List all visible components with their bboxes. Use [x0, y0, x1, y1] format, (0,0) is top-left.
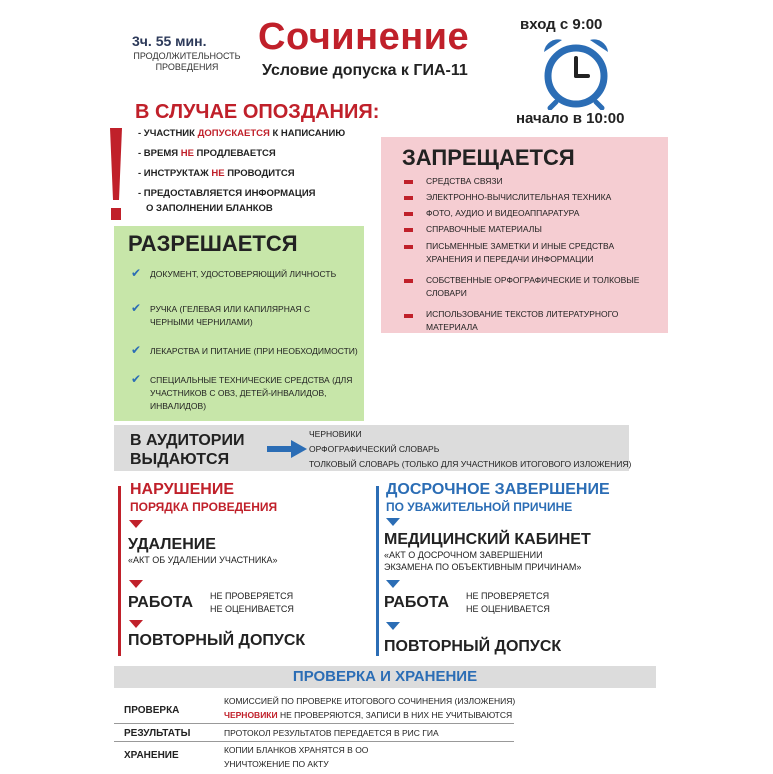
check-icon: ✔: [131, 372, 142, 386]
bullet-icon: [404, 279, 413, 283]
forbidden-title: ЗАПРЕЩАЕТСЯ: [402, 145, 575, 170]
early-title: ДОСРОЧНОЕ ЗАВЕРШЕНИЕ: [386, 481, 610, 498]
check-icon: ✔: [131, 301, 142, 315]
page-title: Сочинение: [258, 16, 470, 58]
work-title: РАБОТА: [384, 594, 450, 611]
late-item: - ПРЕДОСТАВЛЯЕТСЯ ИНФОРМАЦИЯ: [138, 188, 316, 199]
triangle-down-icon: [386, 622, 400, 630]
page-subtitle: Условие допуска к ГИА-11: [262, 62, 468, 79]
allowed-item: ДОКУМЕНТ, УДОСТОВЕРЯЮЩИЙ ЛИЧНОСТЬ: [150, 269, 337, 279]
work-note: НЕ ОЦЕНИВАЕТСЯ: [466, 604, 550, 614]
triangle-down-icon: [129, 580, 143, 588]
entry-time: вход с 9:00: [520, 16, 603, 33]
row-label-check: ПРОВЕРКА: [124, 705, 180, 716]
auditorium-item: ЧЕРНОВИКИ: [309, 429, 362, 439]
row-text: ЧЕРНОВИКИ НЕ ПРОВЕРЯЮТСЯ, ЗАПИСИ В НИХ НЕ УЧИТЫВАЮТСЯ: [224, 710, 513, 720]
auditorium-item: ТОЛКОВЫЙ СЛОВАРЬ (ТОЛЬКО ДЛЯ УЧАСТНИКОВ ИТОГОВОГО ИЗЛОЖЕНИЯ): [309, 459, 632, 469]
early-divider: [376, 486, 379, 656]
forbidden-item: СПРАВОЧНЫЕ МАТЕРИАЛЫ: [426, 224, 542, 234]
row-text: КОМИССИЕЙ ПО ПРОВЕРКЕ ИТОГОВОГО СОЧИНЕНИЯ (ИЗЛОЖЕНИЯ): [224, 696, 516, 706]
work-note: НЕ ПРОВЕРЯЕТСЯ: [466, 591, 550, 601]
readmission-title: ПОВТОРНЫЙ ДОПУСК: [384, 638, 562, 655]
forbidden-item: ПИСЬМЕННЫЕ ЗАМЕТКИ И ИНЫЕ СРЕДСТВА ХРАНЕНИЯ И ПЕРЕДАЧИ ИНФОРМАЦИИ: [426, 241, 615, 264]
late-item: - УЧАСТНИК ДОПУСКАЕТСЯ К НАПИСАНИЮ: [138, 128, 346, 139]
early-subtitle: ПО УВАЖИТЕЛЬНОЙ ПРИЧИНЕ: [386, 500, 573, 514]
readmission-title: ПОВТОРНЫЙ ДОПУСК: [128, 632, 306, 649]
triangle-down-icon: [129, 620, 143, 628]
duration-label: ПРОДОЛЖИТЕЛЬНОСТЬ ПРОВЕДЕНИЯ: [133, 51, 241, 72]
removal-note: «АКТ ОБ УДАЛЕНИИ УЧАСТНИКА»: [128, 555, 278, 565]
work-title: РАБОТА: [128, 594, 194, 611]
start-time: начало в 10:00: [516, 110, 625, 127]
allowed-item: РУЧКА (ГЕЛЕВАЯ ИЛИ КАПИЛЯРНАЯ С ЧЕРНЫМИ ЧЕРНИЛАМИ): [150, 304, 311, 327]
late-item: О ЗАПОЛНЕНИИ БЛАНКОВ: [146, 203, 273, 214]
row-text: ПРОТОКОЛ РЕЗУЛЬТАТОВ ПЕРЕДАЕТСЯ В РИС ГИА: [224, 728, 439, 738]
forbidden-item: СОБСТВЕННЫЕ ОРФОГРАФИЧЕСКИЕ И ТОЛКОВЫЕ СЛОВАРИ: [426, 275, 640, 298]
row-text: УНИЧТОЖЕНИЕ ПО АКТУ: [224, 759, 329, 769]
bullet-icon: [404, 180, 413, 184]
work-note: НЕ ПРОВЕРЯЕТСЯ: [210, 591, 294, 601]
triangle-down-icon: [129, 520, 143, 528]
medical-note: «АКТ О ДОСРОЧНОМ ЗАВЕРШЕНИИ: [384, 550, 543, 560]
check-store-title: ПРОВЕРКА И ХРАНЕНИЕ: [292, 668, 478, 685]
bullet-icon: [404, 228, 413, 232]
forbidden-item: ЭЛЕКТРОННО-ВЫЧИСЛИТЕЛЬНАЯ ТЕХНИКА: [426, 192, 612, 202]
row-text: КОПИИ БЛАНКОВ ХРАНЯТСЯ В ОО: [224, 745, 369, 755]
row-divider: [114, 723, 514, 724]
medical-note: ЭКЗАМЕНА ПО ОБЪЕКТИВНЫМ ПРИЧИНАМ»: [384, 562, 582, 572]
arrow-right-icon: [267, 440, 307, 458]
bullet-icon: [404, 196, 413, 200]
allowed-item: СПЕЦИАЛЬНЫЕ ТЕХНИЧЕСКИЕ СРЕДСТВА (ДЛЯ УЧАСТНИКОВ С ОВЗ, ДЕТЕЙ-ИНВАЛИДОВ, ИНВАЛИДОВ): [150, 375, 353, 411]
late-item: - ВРЕМЯ НЕ ПРОДЛЕВАЕТСЯ: [138, 148, 276, 159]
check-icon: ✔: [131, 266, 142, 280]
allowed-item: ЛЕКАРСТВА И ПИТАНИЕ (ПРИ НЕОБХОДИМОСТИ): [150, 346, 358, 356]
late-item: - ИНСТРУКТАЖ НЕ ПРОВОДИТСЯ: [138, 168, 295, 179]
bullet-icon: [404, 245, 413, 249]
bullet-icon: [404, 314, 413, 318]
row-divider: [114, 741, 514, 742]
auditorium-item: ОРФОГРАФИЧЕСКИЙ СЛОВАРЬ: [309, 444, 440, 454]
auditorium-title: В АУДИТОРИИ ВЫДАЮТСЯ: [130, 432, 245, 468]
triangle-down-icon: [386, 518, 400, 526]
allowed-title: РАЗРЕШАЕТСЯ: [128, 231, 298, 256]
check-icon: ✔: [131, 343, 142, 357]
violation-subtitle: ПОРЯДКА ПРОВЕДЕНИЯ: [130, 500, 278, 514]
triangle-down-icon: [386, 580, 400, 588]
forbidden-item: ИСПОЛЬЗОВАНИЕ ТЕКСТОВ ЛИТЕРАТУРНОГО МАТЕРИАЛА: [426, 309, 619, 332]
exclamation-icon: [108, 128, 124, 224]
work-note: НЕ ОЦЕНИВАЕТСЯ: [210, 604, 294, 614]
violation-divider: [118, 486, 121, 656]
alarm-clock-icon: [538, 36, 614, 110]
removal-title: УДАЛЕНИЕ: [128, 536, 216, 553]
medical-title: МЕДИЦИНСКИЙ КАБИНЕТ: [384, 531, 591, 548]
late-title: В СЛУЧАЕ ОПОЗДАНИЯ:: [135, 101, 380, 123]
row-label-results: РЕЗУЛЬТАТЫ: [124, 728, 191, 739]
bullet-icon: [404, 212, 413, 216]
row-label-storage: ХРАНЕНИЕ: [124, 750, 179, 761]
duration-value: 3ч. 55 мин.: [132, 33, 207, 49]
forbidden-item: ФОТО, АУДИО И ВИДЕОАППАРАТУРА: [426, 208, 580, 218]
forbidden-item: СРЕДСТВА СВЯЗИ: [426, 176, 503, 186]
violation-title: НАРУШЕНИЕ: [130, 481, 234, 498]
